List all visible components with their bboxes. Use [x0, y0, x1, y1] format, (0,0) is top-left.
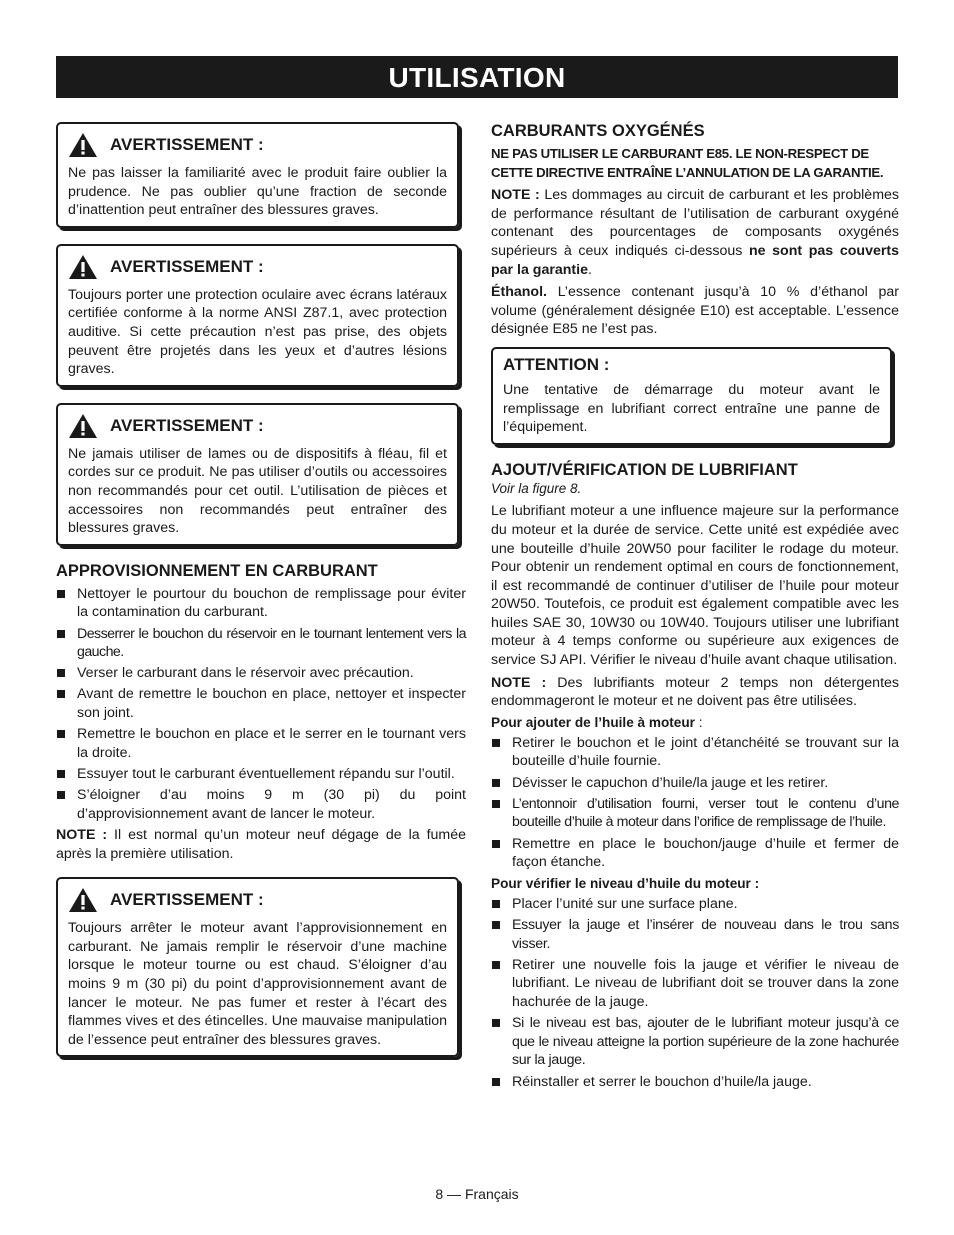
ethanol-text: L’essence contenant jusqu’à 10 % d’éthanol par volume (généralement désignée E10) est acceptable. L’essence désignée E85 ne l’est pas.: [491, 284, 899, 338]
list-item: Remettre en place le bouchon/jauge d’huile et fermer de façon étanche.: [491, 835, 899, 872]
warning-title: AVERTISSEMENT :: [110, 415, 264, 435]
warning-triangle-icon: [68, 254, 98, 280]
note-label: NOTE :: [56, 827, 108, 843]
left-column: [56, 122, 466, 1073]
section-heading-oxygenated: CARBURANTS OXYGÉNÉS: [491, 122, 705, 140]
list-item: Essuyer la jauge et l’insérer de nouveau dans le trou sans visser.: [491, 916, 899, 953]
warning-title: AVERTISSEMENT :: [110, 890, 264, 910]
section-heading-fueling: APPROVISIONNEMENT EN CARBURANT: [56, 561, 378, 580]
note-text: Des lubrifiants moteur 2 temps non détergentes endommageront le moteur et ne doivent pas être utilisées.: [491, 674, 899, 710]
list-item: Si le niveau est bas, ajouter de le lubrifiant moteur jusqu’à ce que le niveau atteigne la portion supérieure de la zone hachurée sur la jauge.: [491, 1014, 899, 1070]
lubricant-note: [491, 674, 899, 711]
warning-box-refuel: [56, 877, 459, 1057]
note-text: Les dommages au circuit de carburant et les problèmes de performance résultant de l’utilisation de carburant oxygéné contenant des pourcentages de composants oxygénés supérieurs à ceux indiqués ci-dessous: [491, 187, 900, 259]
ethanol-paragraph: [491, 283, 899, 339]
warning-triangle-icon: [68, 887, 98, 913]
section-heading-lubricant: AJOUT/VÉRIFICATION DE LUBRIFIANT: [491, 460, 798, 479]
add-oil-heading: Pour ajouter de l’huile à moteur :: [491, 714, 703, 730]
note-text: Il est normal qu’un moteur neuf dégage de la fumée après la première utilisation.: [56, 827, 467, 862]
note-label: NOTE :: [491, 674, 547, 691]
list-item: Avant de remettre le bouchon en place, nettoyer et inspecter son joint.: [56, 685, 466, 722]
list-item: S’éloigner d’au moins 9 m (30 pi) du point d’approvisionnement avant de lancer le moteur.: [56, 786, 466, 823]
list-item: Dévisser le capuchon d’huile/la jauge et les retirer.: [491, 774, 899, 793]
oxygenated-note: NOTE : Les dommages au circuit de carburant et les problèmes de performance résultant de l’utilisation de carburant oxygéné contenant des pourcentages de composants oxygénés supérieurs à ceux indiqués ci-dessous ne sont pas couverts par la garantie.: [491, 187, 900, 278]
attention-box: [491, 347, 892, 445]
warning-text: Toujours porter une protection oculaire avec écrans latéraux certifiée conforme à la norme ANSI Z87.1, avec protection auditive. Si cette précaution n’est pas prise, des objets peuvent être projetés dans les yeux et d’autres lésions graves.: [68, 286, 447, 378]
list-item: Essuyer tout le carburant éventuellement répandu sur l’outil.: [56, 765, 466, 784]
warning-text: Toujours arrêter le moteur avant l’approvisionnement en carburant. Ne jamais remplir le réservoir d’une machine lorsque le moteur tourne ou est chaud. S’éloigner d’au moins 9 m (30 pi) du point d’approvisionnement avant de lancer le moteur. Ne pas fumer et rester à l’écart des flammes vives et des étincelles. Une mauvaise manipulation de l’essence peut entraîner des blessures graves.: [68, 920, 447, 1048]
list-item: Remettre le bouchon en place et le serrer en le tournant vers la droite.: [56, 725, 466, 762]
warning-title: AVERTISSEMENT :: [110, 135, 264, 154]
add-oil-bullet-list: [491, 734, 899, 872]
list-item: Réinstaller et serrer le bouchon d’huile/la jauge.: [491, 1073, 899, 1092]
e85-warning: NE PAS UTILISER LE CARBURANT E85. LE NON-RESPECT DE CETTE DIRECTIVE ENTRAÎNE L’ANNULATION DE LA GARANTIE.: [491, 146, 884, 180]
check-oil-bullet-list: [491, 895, 899, 1091]
warning-text: Ne jamais utiliser de lames ou de dispositifs à fléau, fil et cordes sur ce produit. Ne pas utiliser d’outils ou accessoires non recommandés pour cet outil. L’utilisation de pièces et accessoires non recommandés peut entraîner des blessures graves.: [68, 445, 447, 537]
note-warranty-text: ne sont pas couverts par la garantie: [491, 242, 899, 278]
fueling-bullet-list: [56, 585, 466, 824]
warning-title: AVERTISSEMENT :: [110, 256, 264, 276]
list-item: Retirer une nouvelle fois la jauge et vérifier le niveau de lubrifiant. Le niveau de lubrifiant doit se trouver dans la zone hachurée de la jauge.: [491, 956, 899, 1012]
ethanol-label: Éthanol.: [491, 284, 547, 301]
list-item: Verser le carburant dans le réservoir avec précaution.: [56, 664, 466, 683]
list-item: Desserrer le bouchon du réservoir en le tournant lentement vers la gauche.: [56, 625, 466, 662]
check-oil-heading: Pour vérifier le niveau d’huile du moteur :: [491, 875, 760, 891]
page-title: UTILISATION: [56, 56, 898, 98]
list-item: Nettoyer le pourtour du bouchon de remplissage pour éviter la contamination du carburant.: [56, 585, 466, 622]
warning-triangle-icon: [68, 132, 98, 158]
attention-title: ATTENTION :: [503, 354, 610, 374]
lubricant-intro: Le lubrifiant moteur a une influence majeure sur la performance du moteur et la durée de service. Cette unité est expédiée avec une bouteille d’huile 20W50 pour faciliter le rodage du moteur. Pour obtenir un rendement optimal en cours de fonctionnement, il est recommandé de continuer d’utiliser de l’huile pour moteur 20W50. Toutefois, ce produit est également compatible avec les huiles SAE 30, 10W30 ou 10W40. Toujours utiliser une lubrifiant moteur à 4 temps conforme ou supérieure aux exigences de service SJ API. Vérifier le niveau d’huile avant chaque utilisation.: [491, 503, 899, 669]
page-footer: 8 — Français: [435, 1186, 519, 1202]
see-figure-reference: Voir la figure 8.: [491, 480, 582, 496]
warning-box-eye-protection: [56, 244, 459, 387]
warning-triangle-icon: [68, 413, 98, 439]
attention-text: Une tentative de démarrage du moteur avant le remplissage en lubrifiant correct entraîne une panne de l’équipement.: [503, 381, 880, 436]
list-item: L’entonnoir d’utilisation fourni, verser tout le contenu d’une bouteille d’huile à moteur dans l’orifice de remplissage de l’huile.: [491, 795, 899, 832]
fueling-note: [56, 826, 466, 863]
right-column: [491, 122, 899, 1094]
list-item: Placer l’unité sur une surface plane.: [491, 895, 899, 914]
note-label: NOTE :: [491, 187, 540, 204]
warning-box-blades: [56, 403, 459, 546]
list-item: Retirer le bouchon et le joint d’étanchéité se trouvant sur la bouteille d’huile fournie.: [491, 734, 899, 771]
warning-text: Ne pas laisser la familiarité avec le produit faire oublier la prudence. Ne pas oublier qu’une fraction de seconde d’inattention peut entraîner des blessures graves.: [68, 165, 447, 219]
warning-box-familiarity: [56, 122, 459, 228]
